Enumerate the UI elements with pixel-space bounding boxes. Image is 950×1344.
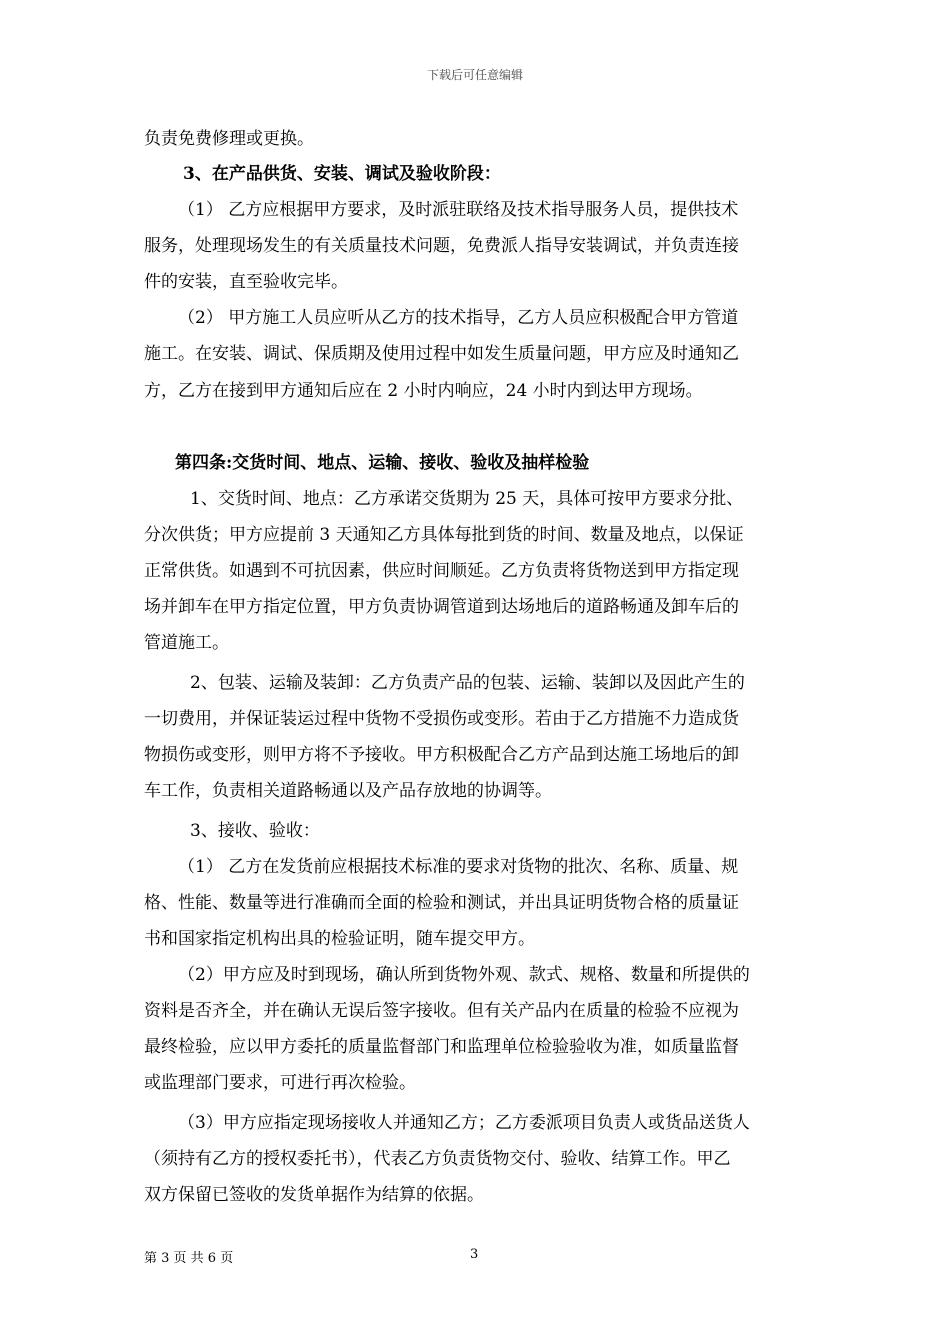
section-heading: 3、在产品供货、安装、调试及验收阶段： xyxy=(183,164,501,184)
paragraph-line: 件的安装，直至验收完毕。 xyxy=(144,272,348,292)
paragraph-line: （2） 甲方施工人员应听从乙方的技术指导，乙方人员应积极配合甲方管道 xyxy=(178,308,739,328)
paragraph-line: 方，乙方在接到甲方通知后应在 2 小时内响应，24 小时内到达甲方现场。 xyxy=(144,381,703,401)
paragraph-line: 或监理部门要求，可进行再次检验。 xyxy=(144,1073,416,1093)
paragraph-line: 服务，处理现场发生的有关质量技术问题，免费派人指导安装调试，并负责连接 xyxy=(144,236,739,256)
paragraph-line: 施工。在安装、调试、保质期及使用过程中如发生质量问题，甲方应及时通知乙 xyxy=(144,344,739,364)
paragraph-line: 1、交货时间、地点：乙方承诺交货期为 25 天，具体可按甲方要求分批、 xyxy=(190,489,744,509)
page-info: 第 3 页 共 6 页 xyxy=(144,1251,234,1266)
paragraph-line: 2、包装、运输及装卸：乙方负责产品的包装、运输、装卸以及因此产生的 xyxy=(190,673,745,693)
paragraph-line: （2）甲方应及时到现场，确认所到货物外观、款式、规格、数量和所提供的 xyxy=(178,965,750,985)
paragraph-line: 车工作，负责相关道路畅通以及产品存放地的协调等。 xyxy=(144,781,552,801)
section-heading: 3、接收、验收： xyxy=(190,821,320,841)
paragraph-line: 场并卸车在甲方指定位置，甲方负责协调管道到达场地后的道路畅通及卸车后的 xyxy=(144,597,739,617)
paragraph-line: 书和国家指定机构出具的检验证明，随车提交甲方。 xyxy=(144,929,535,949)
paragraph-line: 一切费用，并保证装运过程中货物不受损伤或变形。若由于乙方措施不力造成货 xyxy=(144,709,739,729)
paragraph-line: 资料是否齐全，并在确认无误后签字接收。但有关产品内在质量的检验不应视为 xyxy=(144,1001,739,1021)
paragraph-line: 双方保留已签收的发货单据作为结算的依据。 xyxy=(144,1185,484,1205)
paragraph-line: （须持有乙方的授权委托书），代表乙方负责货物交付、验收、结算工作。甲乙 xyxy=(144,1149,731,1169)
paragraph-line: 格、性能、数量等进行准确而全面的检验和测试，并出具证明货物合格的质量证 xyxy=(144,893,739,913)
paragraph-line: 物损伤或变形，则甲方将不予接收。甲方积极配合乙方产品到达施工场地后的卸 xyxy=(144,745,739,765)
article-heading: 第四条:交货时间、地点、运输、接收、验收及抽样检验 xyxy=(175,453,590,473)
paragraph-line: 负责免费修理或更换。 xyxy=(144,129,314,149)
paragraph-line: 正常供货。如遇到不可抗因素，供应时间顺延。乙方负责将货物送到甲方指定现 xyxy=(144,561,739,581)
paragraph-line: 分次供货；甲方应提前 3 天通知乙方具体每批到货的时间、数量及地点，以保证 xyxy=(144,525,744,545)
paragraph-line: （1） 乙方在发货前应根据技术标准的要求对货物的批次、名称、质量、规 xyxy=(178,857,739,877)
paragraph-line: 最终检验，应以甲方委托的质量监督部门和监理单位检验验收为准，如质量监督 xyxy=(144,1037,739,1057)
paragraph-line: （1） 乙方应根据甲方要求，及时派驻联络及技术指导服务人员，提供技术 xyxy=(178,200,739,220)
paragraph-line: 管道施工。 xyxy=(144,633,229,653)
paragraph-line: （3）甲方应指定现场接收人并通知乙方；乙方委派项目负责人或货品送货人 xyxy=(178,1113,750,1133)
page-header: 下载后可任意编辑 xyxy=(426,68,523,82)
page-number: 3 xyxy=(470,1247,479,1262)
